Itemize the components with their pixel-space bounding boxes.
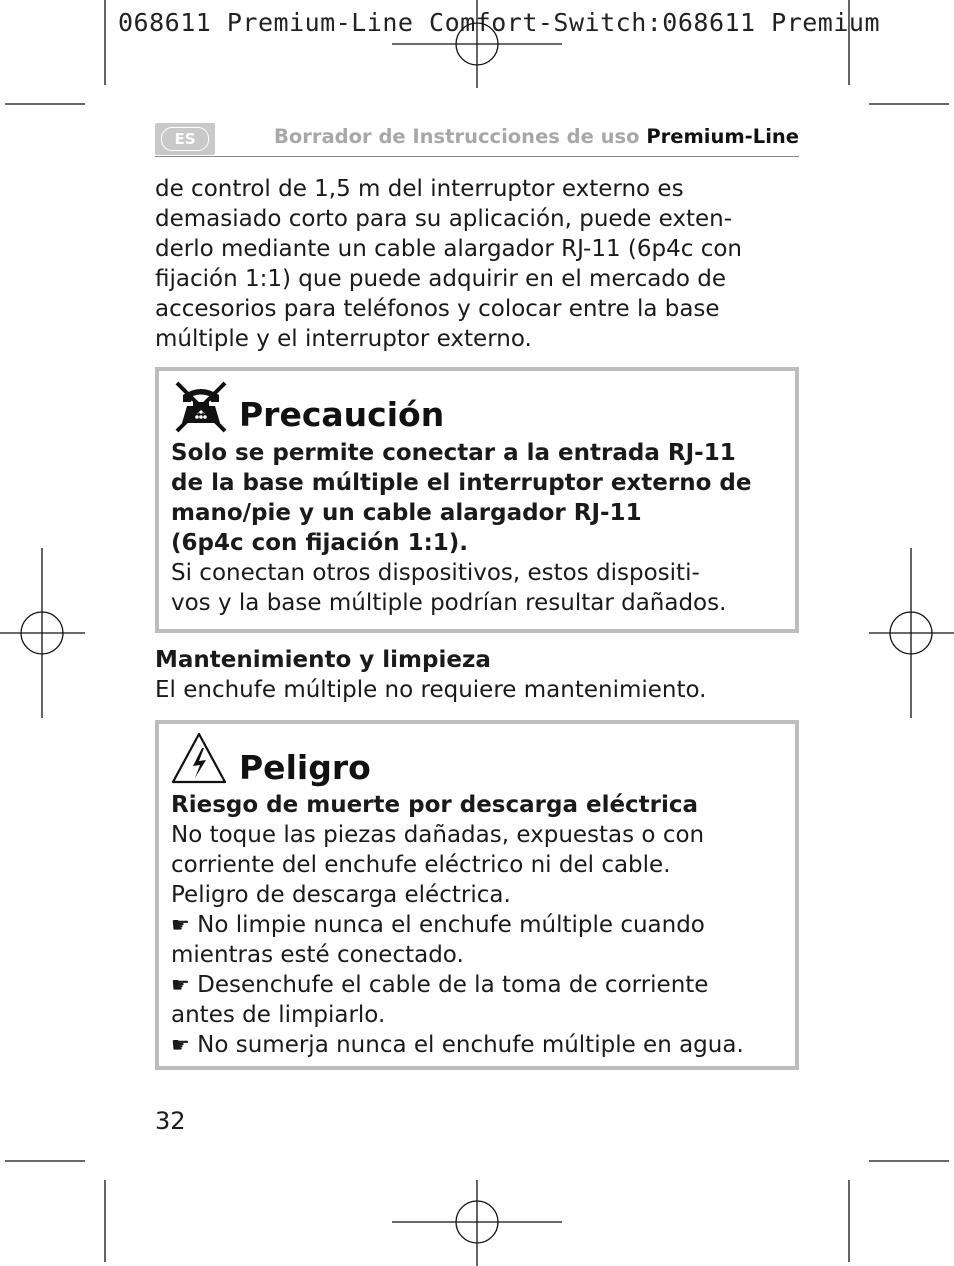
danger-line: Peligro de descarga eléctrica. (171, 882, 511, 908)
language-badge (155, 123, 215, 155)
intro-line: demasiado corto para su aplicación, puede exten- (155, 206, 733, 232)
bullet-continuation: antes de limpiarlo. (171, 1002, 386, 1028)
caution-line: Si conectan otros dispositivos, estos dispositi- (171, 560, 700, 586)
caution-bold-line: de la base múltiple el interruptor externo de (171, 470, 752, 496)
caution-body (171, 438, 787, 618)
danger-body (171, 790, 787, 1060)
intro-paragraph (155, 174, 815, 354)
bullet-continuation: mientras esté conectado. (171, 942, 464, 968)
danger-line: corriente del enchufe eléctrico ni del cable. (171, 852, 671, 878)
bullet-text: Desenchufe el cable de la toma de corriente (197, 972, 709, 998)
language-badge-label: ES (161, 127, 209, 151)
caution-bold-line: Solo se permite conectar a la entrada RJ-11 (171, 440, 736, 466)
caution-bold-line: mano/pie y un cable alargador RJ-11 (171, 500, 642, 526)
maintenance-text: El enchufe múltiple no requiere mantenimiento. (155, 677, 707, 703)
caution-bold-line: (6p4c con fijación 1:1). (171, 530, 469, 556)
intro-line: accesorios para teléfonos y colocar entre la base (155, 296, 720, 322)
caution-title: Precaución (239, 395, 445, 434)
caution-line: vos y la base múltiple podrían resultar dañados. (171, 590, 727, 616)
header-title (274, 125, 799, 148)
high-voltage-warning-icon (171, 730, 227, 786)
crossed-out-telephone-icon (173, 379, 229, 435)
pointing-hand-icon: ☛ (171, 1033, 190, 1057)
bullet-item (171, 910, 787, 940)
intro-line: fijación 1:1) que puede adquirir en el mercado de (155, 266, 727, 292)
caution-box (155, 367, 799, 633)
intro-line: múltiple y el interruptor externo. (155, 326, 532, 352)
intro-line: de control de 1,5 m del interruptor externo es (155, 176, 684, 202)
danger-title: Peligro (239, 748, 371, 787)
bullet-item (171, 1030, 787, 1060)
danger-box (155, 720, 799, 1070)
danger-line: No toque las piezas dañadas, expuestas o con (171, 822, 705, 848)
bullet-text: No limpie nunca el enchufe múltiple cuando (197, 912, 705, 938)
header-product: Premium-Line (646, 125, 799, 148)
pointing-hand-icon: ☛ (171, 913, 190, 937)
intro-line: derlo mediante un cable alargador RJ-11 (6p4c con (155, 236, 743, 262)
maintenance-heading: Mantenimiento y limpieza (155, 647, 491, 673)
running-header (155, 120, 799, 157)
print-slug: 068611 Premium-Line Comfort-Switch:068611 Premium (118, 8, 881, 37)
header-subtitle: Borrador de Instrucciones de uso (274, 125, 640, 148)
bullet-text: No sumerja nunca el enchufe múltiple en agua. (197, 1032, 744, 1058)
danger-subtitle: Riesgo de muerte por descarga eléctrica (171, 792, 699, 818)
page-number: 32 (155, 1107, 186, 1135)
pointing-hand-icon: ☛ (171, 973, 190, 997)
bullet-item (171, 970, 787, 1000)
